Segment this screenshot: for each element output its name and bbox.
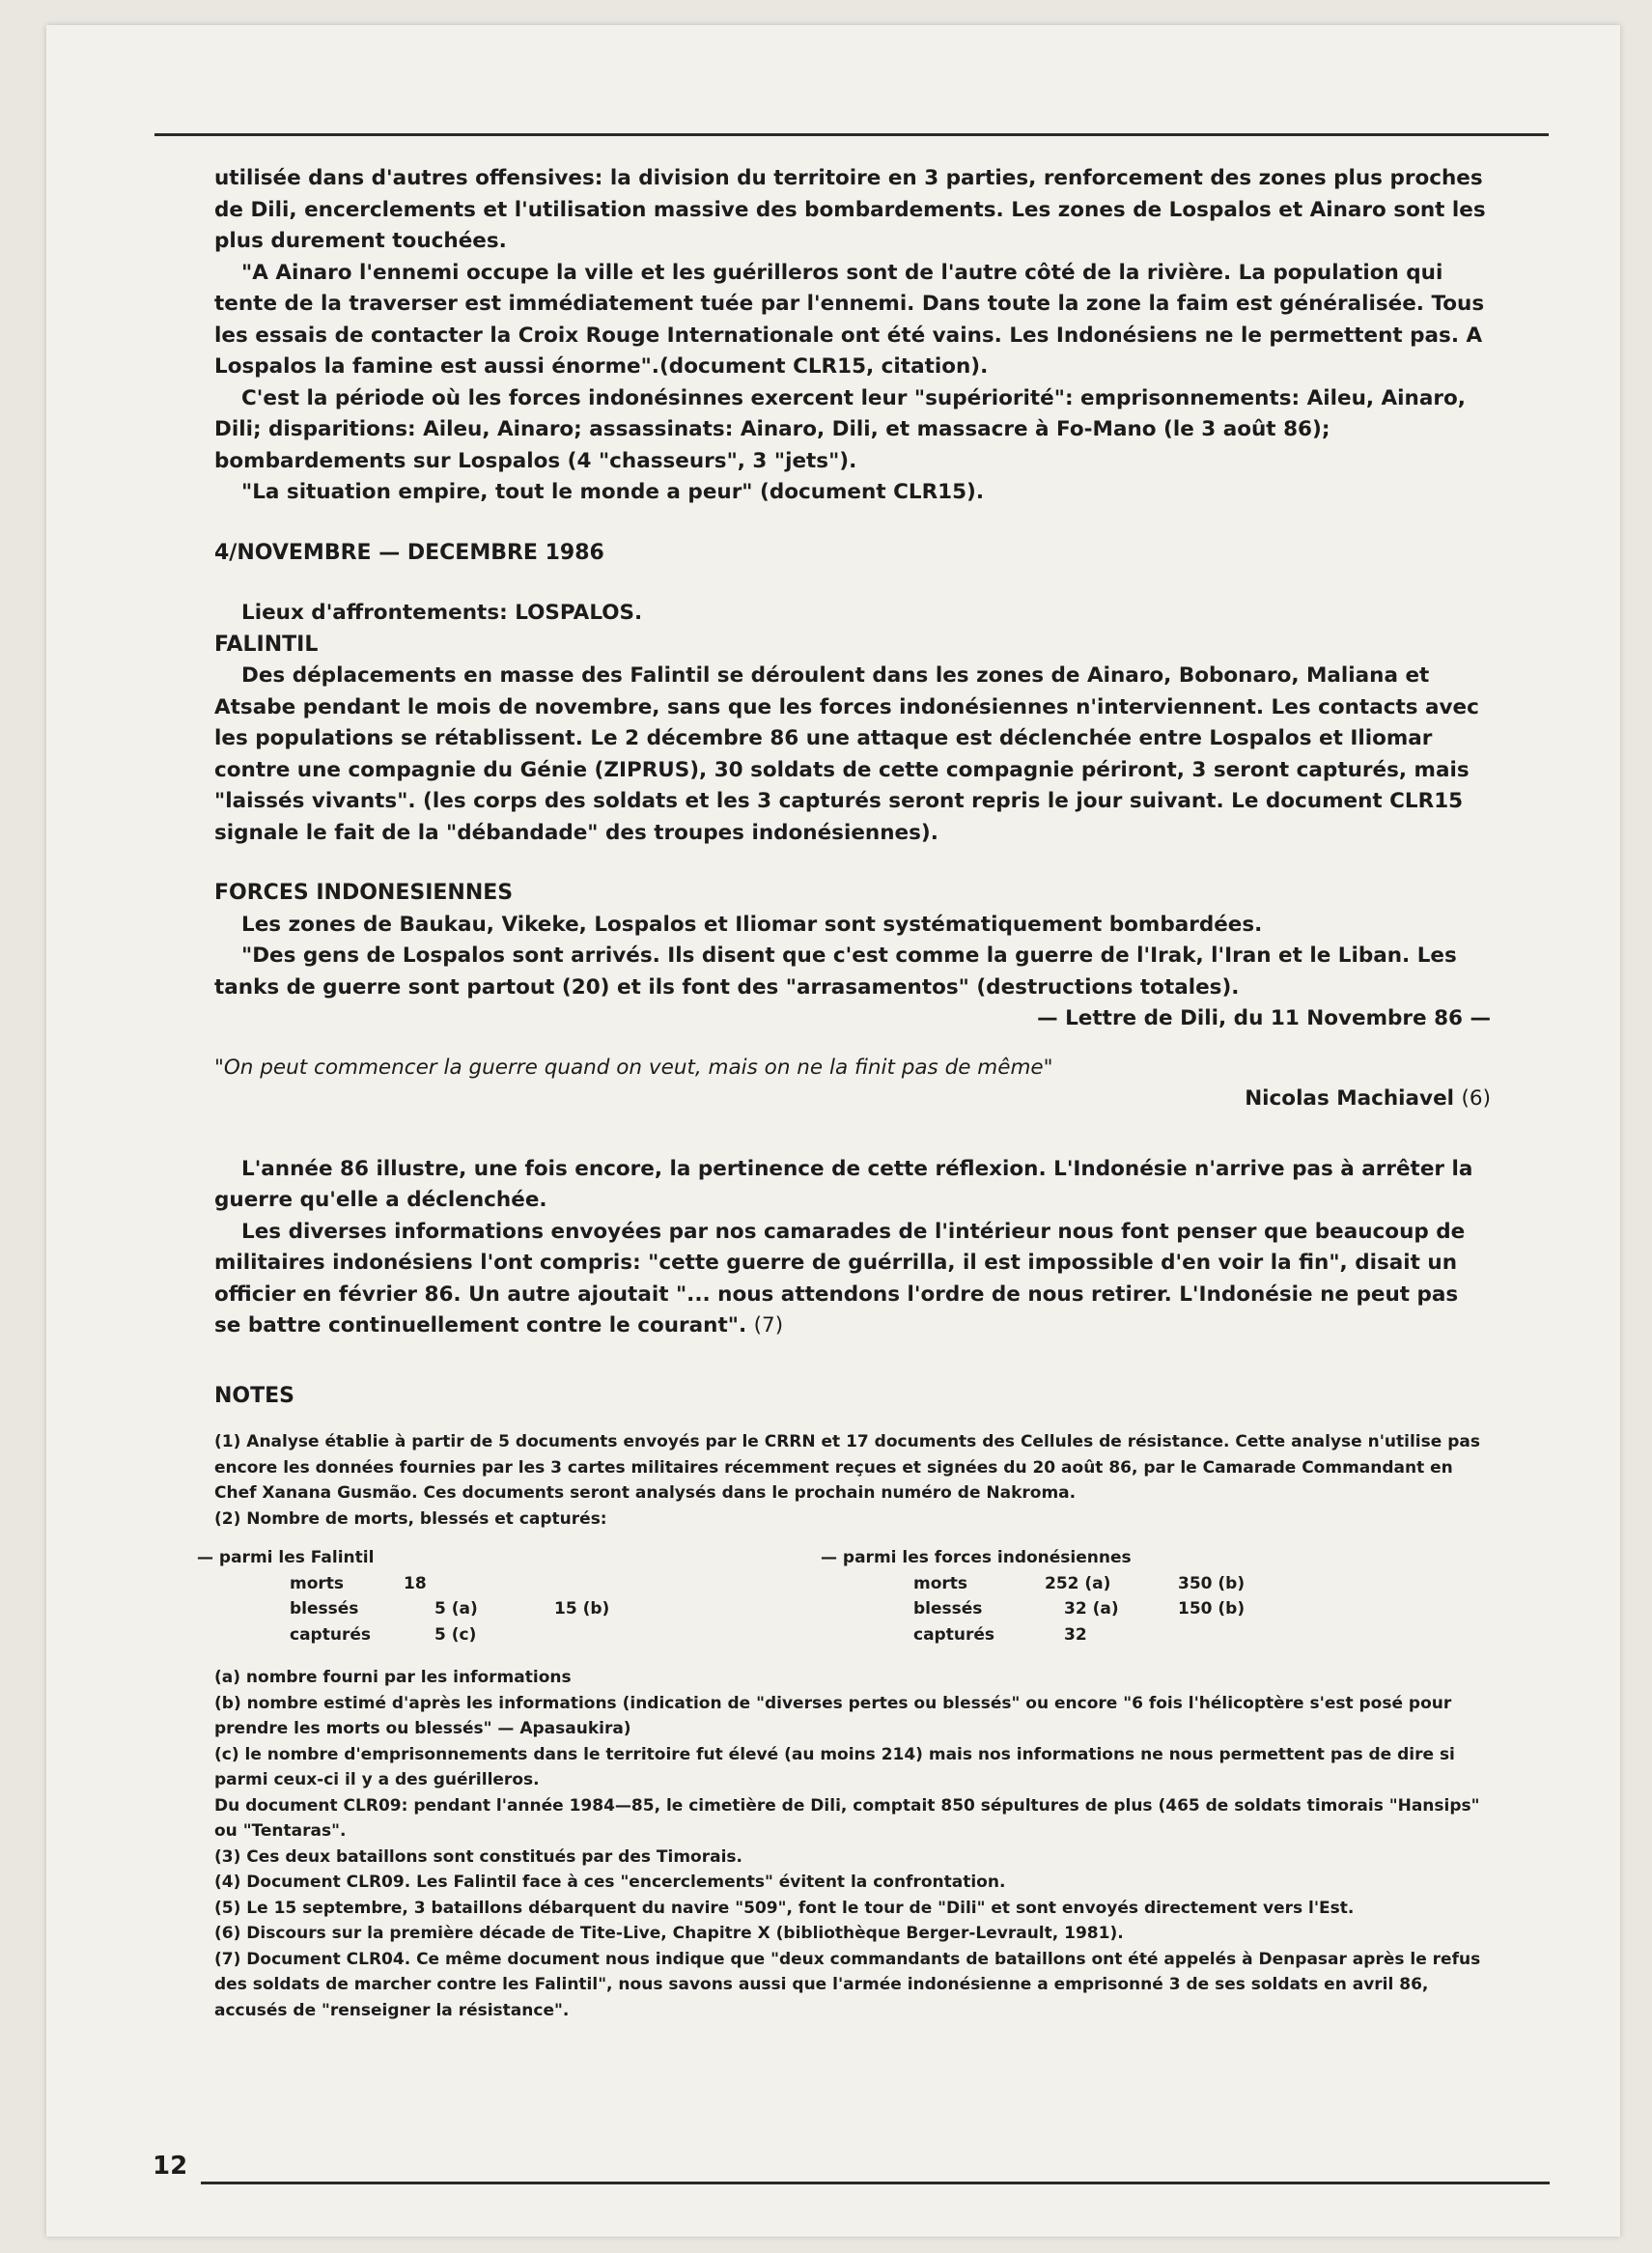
- places-line: Lieux d'affrontements: LOSPALOS.: [241, 601, 643, 625]
- row-value: 32: [1064, 1624, 1087, 1645]
- casualties-table: [197, 1545, 1491, 1653]
- section-heading: 4/NOVEMBRE — DECEMBRE 1986: [214, 540, 604, 565]
- row-label: blessés: [913, 1599, 983, 1619]
- row-value: 150 (b): [1178, 1599, 1246, 1619]
- row-value: 5 (c): [434, 1624, 477, 1645]
- row-value: 32 (a): [1064, 1599, 1119, 1619]
- row-value: 18: [404, 1573, 427, 1593]
- row-label: capturés: [290, 1624, 371, 1645]
- column-title: — parmi les Falintil: [197, 1548, 375, 1567]
- note-5: (5) Le 15 septembre, 3 bataillons débarquent du navire "509", font le tour de "Dili" et sont envoyés directement vers l'Est.: [214, 1898, 1355, 1918]
- row-label: morts: [913, 1573, 968, 1593]
- bottom-rule: [201, 2182, 1550, 2184]
- notes-block: [214, 1429, 1491, 1532]
- falintil-heading: FALINTIL: [214, 632, 319, 657]
- row-value: 15 (b): [554, 1599, 610, 1619]
- conclusion-paragraph: L'année 86 illustre, une fois encore, la pertinence de cette réflexion. L'Indonésie n'arrive pas à arrêter la guerre qu'elle a déclenchée.: [214, 1156, 1473, 1212]
- conclusion-text: Les diverses informations envoyées par nos camarades de l'intérieur nous font penser que beaucoup de militaires indonésiens l'ont compris: "cette guerre de guérrilla, il est impossible d'en voir la fin", disait un officier en février 86. Un autre ajoutait "... nous attendons l'ordre de nous retirer. L'Indonésie ne peut pas se battre continuellement contre le courant".: [214, 1219, 1466, 1338]
- paragraph: "A Ainaro l'ennemi occupe la ville et les guérilleros sont de l'autre côté de la rivière. La population qui tente de la traverser est immédiatement tuée par l'ennemi. Dans toute la zone la faim est généralisée. Tous les essais de contacter la Croix Rouge Internationale ont été vains. Les Indonésiens ne le permettent pas. A Lospalos la famine est aussi énorme".(document CLR15, citation).: [214, 260, 1485, 379]
- conclusion-paragraph: [214, 1217, 1491, 1342]
- row-label: blessés: [290, 1599, 359, 1619]
- notes-heading: NOTES: [214, 1383, 294, 1408]
- note-1: (1) Analyse établie à partir de 5 documents envoyés par le CRRN et 17 documents des Cellules de résistance. Cette analyse n'utilise pas encore les données fournies par les 3 cartes militaires récemment reçues et signées du 20 août 86, par le Camarade Commandant en Chef Xanana Gusmão. Ces documents seront analysés dans le prochain numéro de Nakroma.: [214, 1432, 1480, 1503]
- forces-text: Les zones de Baukau, Vikeke, Lospalos et Iliomar sont systématiquement bombardées.: [241, 912, 1263, 937]
- author-ref: (6): [1461, 1086, 1491, 1111]
- article-body: [197, 163, 1491, 2023]
- note-doc: Du document CLR09: pendant l'année 1984—85, le cimetière de Dili, comptait 850 sépultures de plus (465 de soldats timorais "Hansips" ou "Tentaras".: [214, 1795, 1480, 1841]
- author-name: Nicolas Machiavel: [1245, 1086, 1455, 1111]
- paragraph: C'est la période où les forces indonésinnes exercent leur "supériorité": emprisonnements: Aileu, Ainaro, Dili; disparitions: Aileu, Ainaro; assassinats: Ainaro, Dili, et massacre à Fo-Mano (le 3 août 86); bombardements sur Lospalos (4 "chasseurs", 3 "jets").: [214, 385, 1466, 473]
- note-2: (2) Nombre de morts, blessés et capturés:: [214, 1508, 607, 1529]
- forces-heading: FORCES INDONESIENNES: [214, 881, 514, 905]
- page-number: 12: [153, 2152, 188, 2181]
- row-value: 350 (b): [1178, 1573, 1246, 1593]
- note-3: (3) Ces deux bataillons sont constitués par des Timorais.: [214, 1846, 742, 1867]
- note-7: (7) Document CLR04. Ce même document nous indique que "deux commandants de bataillons ont été appelés à Denpasar après le refus des soldats de marcher contre les Falintil", nous savons aussi que l'armée indonésienne a emprisonné 3 de ses soldats en avril 86, accusés de "renseigner la résistance".: [214, 1949, 1481, 2020]
- note-b: (b) nombre estimé d'après les informations (indication de "diverses pertes ou blessés" ou encore "6 fois l'hélicoptère s'est posé pour prendre les morts ou blessés" — Apasaukira): [214, 1693, 1452, 1738]
- letter-signature: — Lettre de Dili, du 11 Novembre 86 —: [1037, 1006, 1491, 1030]
- falintil-text: Des déplacements en masse des Falintil se déroulent dans les zones de Ainaro, Bobonaro, Maliana et Atsabe pendant le mois de novembre, sans que les forces indonésiennes n'interviennent. Les contacts avec les populations se rétablissent. Le 2 décembre 86 une attaque est déclenchée entre Lospalos et Iliomar contre une compagnie du Génie (ZIPRUS), 30 soldats de cette compagnie périront, 3 seront capturés, mais "laissés vivants". (les corps des soldats et les 3 capturés seront repris le jour suivant. Le document CLR15 signale le fait de la "débandade" des troupes indonésiennes).: [214, 663, 1479, 845]
- forces-quote: "Des gens de Lospalos sont arrivés. Ils disent que c'est comme la guerre de l'Irak, l'Iran et le Liban. Les tanks de guerre sont partout (20) et ils font des "arrasamentos" (destructions totales).: [214, 943, 1457, 1000]
- note-a: (a) nombre fourni par les informations: [214, 1668, 572, 1687]
- top-rule: [154, 133, 1549, 136]
- paragraph: utilisée dans d'autres offensives: la division du territoire en 3 parties, renforcement des zones plus proches de Dili, encerclements et l'utilisation massive des bombardements. Les zones de Lospalos et Ainaro sont les plus durement touchées.: [214, 166, 1486, 253]
- notes-continued: [214, 1665, 1491, 2023]
- paragraph: "La situation empire, tout le monde a peur" (document CLR15).: [241, 480, 985, 504]
- row-label: morts: [290, 1573, 345, 1593]
- page-sheet: [46, 25, 1620, 2237]
- row-value: 252 (a): [1045, 1573, 1111, 1593]
- epigraph-author: [214, 1084, 1491, 1115]
- conclusion-ref: (7): [753, 1313, 784, 1338]
- note-c: (c) le nombre d'emprisonnements dans le territoire fut élevé (au moins 214) mais nos informations ne nous permettent pas de dire si parmi ceux-ci il y a des guérilleros.: [214, 1744, 1455, 1789]
- row-label: capturés: [913, 1624, 994, 1645]
- note-6: (6) Discours sur la première décade de Tite-Live, Chapitre X (bibliothèque Berger-Levrault, 1981).: [214, 1924, 1124, 1943]
- row-value: 5 (a): [434, 1599, 478, 1619]
- column-title: — parmi les forces indonésiennes: [821, 1548, 1132, 1567]
- note-4: (4) Document CLR09. Les Falintil face à ces "encerclements" évitent la confrontation.: [214, 1873, 1006, 1892]
- epigraph-quote: "On peut commencer la guerre quand on veut, mais on ne la finit pas de même": [214, 1055, 1053, 1080]
